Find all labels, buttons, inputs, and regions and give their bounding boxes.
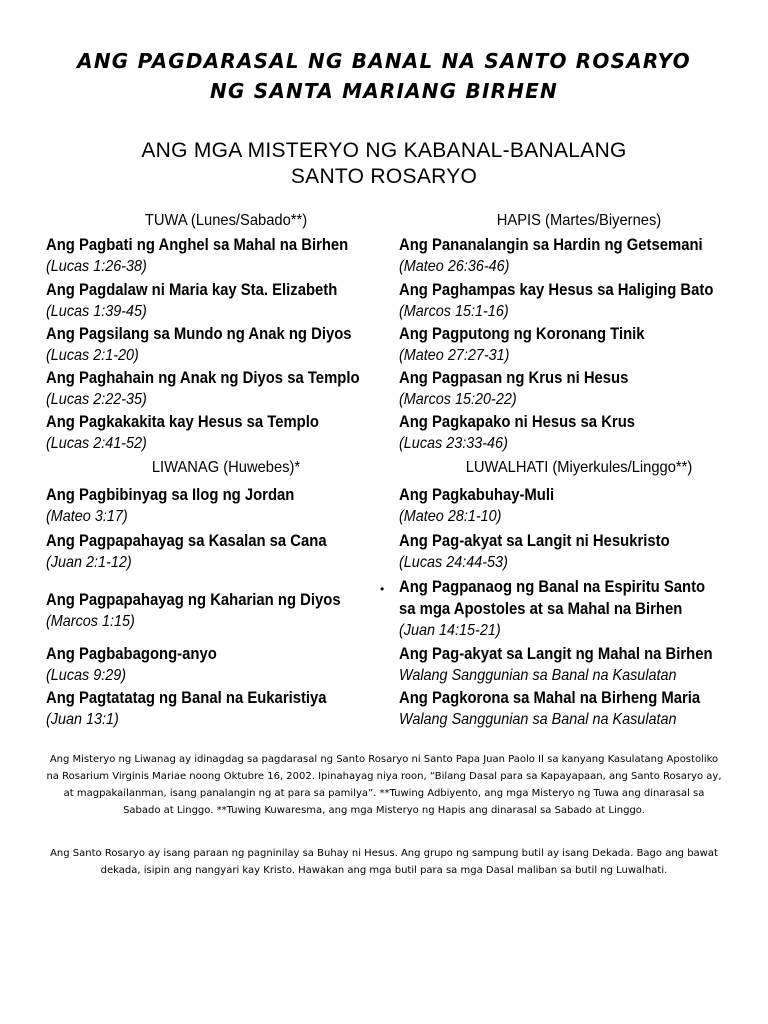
mystery-item [46,687,406,731]
mystery-name: Ang Pagpapahayag sa Kasalan sa Cana [46,532,327,550]
mystery-reference: (Marcos 1:15) [46,613,135,630]
section-heading-hapis: HAPIS (Martes/Biyernes) [496,212,662,229]
mystery-name: Ang Pananalangin sa Hardin ng Getsemani [399,236,703,254]
mystery-reference: Walang Sanggunian sa Banal na Kasulatan [399,667,677,684]
mystery-name: Ang Pagkapako ni Hesus sa Krus [399,413,636,431]
mystery-item [399,367,759,411]
mystery-item [46,411,406,455]
mystery-name: Ang Pag-akyat sa Langit ng Mahal na Birhen [399,645,713,663]
mystery-reference: (Mateo 3:17) [46,508,128,525]
mystery-reference: (Marcos 15:1-16) [399,303,509,320]
mystery-name: Ang Pagbati ng Anghel sa Mahal na Birhen [46,236,349,254]
title-line-1: ANG PAGDARASAL NG BANAL NA SANTO ROSARYO [77,49,691,73]
mystery-name: Ang Pagbibinyag sa Ilog ng Jordan [46,486,295,504]
mystery-item [46,484,406,528]
mystery-item [46,279,406,323]
section-heading-tuwa: TUWA (Lunes/Sabado**) [144,212,308,229]
mystery-item [46,589,406,633]
mystery-item [46,530,406,574]
section-heading-luwalhati: LUWALHATI (Miyerkules/Linggo**) [465,459,693,476]
mystery-reference: (Juan 14:15-21) [399,622,501,639]
mystery-name: Ang Paghahain ng Anak ng Diyos sa Templo [46,369,360,387]
mystery-reference: (Juan 2:1-12) [46,554,132,571]
mystery-name: Ang Pagkorona sa Mahal na Birheng Maria [399,689,701,707]
mystery-item [399,411,759,455]
mystery-reference: (Lucas 9:29) [46,667,127,684]
mystery-item [46,643,406,687]
mystery-item [399,643,759,687]
mystery-reference: (Marcos 15:20-22) [399,391,517,408]
mystery-item [46,367,406,411]
mystery-item [399,279,759,323]
mystery-reference: Walang Sanggunian sa Banal na Kasulatan [399,711,677,728]
mystery-reference: (Mateo 28:1-10) [399,508,502,525]
page-subtitle [0,138,768,190]
note-paragraph-1: Ang Misteryo ng Liwanag ay idinagdag sa pagdarasal ng Santo Rosaryo ni Santo Papa Juan Paolo II sa kanyang Kasulatang Apostoliko na Rosarium Virginis Mariae noong Oktubre 16, 2002. Ipinahayag niya roon, “Bilang Dasal para sa Kapayapaan, ang Santo Rosaryo ay, at magpakailanman, isang panalangin ng at para sa pamilya”. **Tuwing Adbiyento, ang mga Misteryo ng Tuwa ang dinarasal sa Sabado at Linggo. **Tuwing Kuwaresma, ang mga Misteryo ng Hapis ang dinarasal sa Sabado at Linggo. [46,754,722,816]
title-line-2: NG SANTA MARIANG BIRHEN [210,79,558,103]
mystery-name: Ang Pagpapahayag ng Kaharian ng Diyos [46,591,341,609]
mystery-reference: (Mateo 26:36-46) [399,258,510,275]
mystery-item [399,484,759,528]
mystery-item [399,687,759,731]
mystery-reference: (Lucas 1:26-38) [46,258,147,275]
subtitle-line-1: ANG MGA MISTERYO NG KABANAL-BANALANG [141,139,627,162]
mystery-name-continued: sa mga Apostoles at sa Mahal na Birhen [399,600,683,618]
mystery-item [399,576,759,642]
mystery-item [46,234,406,278]
mystery-name: Ang Pag-akyat sa Langit ni Hesukristo [399,532,670,550]
section-heading-liwanag: LIWANAG (Huwebes)* [151,459,301,476]
mystery-reference: (Juan 13:1) [46,711,119,728]
mystery-name: Ang Pagpasan ng Krus ni Hesus [399,369,629,387]
mystery-reference: (Lucas 2:41-52) [46,435,147,452]
mystery-reference: (Mateo 27:27-31) [399,347,510,364]
mystery-name: Ang Paghampas kay Hesus sa Haliging Bato [399,281,714,299]
mystery-name: Ang Pagpanaog ng Banal na Espiritu Santo [399,578,706,596]
mystery-item [46,323,406,367]
mystery-reference: (Lucas 24:44-53) [399,554,508,571]
mystery-reference: (Lucas 1:39-45) [46,303,147,320]
mystery-reference: (Lucas 2:22-35) [46,391,147,408]
mystery-name: Ang Pagdalaw ni Maria kay Sta. Elizabeth [46,281,338,299]
mystery-item [399,234,759,278]
subtitle-line-2: SANTO ROSARYO [290,165,478,188]
mystery-name: Ang Pagsilang sa Mundo ng Anak ng Diyos [46,325,352,343]
mystery-name: Ang Pagbabagong-anyo [46,645,217,663]
mystery-name: Ang Pagputong ng Koronang Tinik [399,325,645,343]
mystery-name: Ang Pagtatatag ng Banal na Eukaristiya [46,689,327,707]
page-title [0,46,768,106]
note-paragraph-2: Ang Santo Rosaryo ay isang paraan ng pagninilay sa Buhay ni Hesus. Ang grupo ng sampung butil ay isang Dekada. Bago ang bawat dekada, isipin ang nangyari kay Kristo. Hawakan ang mga butil para sa mga Dasal maliban sa butil ng Luwalhati. [50,848,718,876]
mystery-item [399,530,759,574]
mystery-reference: (Lucas 23:33-46) [399,435,508,452]
mystery-name: Ang Pagkakakita kay Hesus sa Templo [46,413,319,431]
mystery-item [399,323,759,367]
mystery-name: Ang Pagkabuhay-Muli [399,486,555,504]
bullet-mark: • [380,582,385,596]
mystery-reference: (Lucas 2:1-20) [46,347,139,364]
